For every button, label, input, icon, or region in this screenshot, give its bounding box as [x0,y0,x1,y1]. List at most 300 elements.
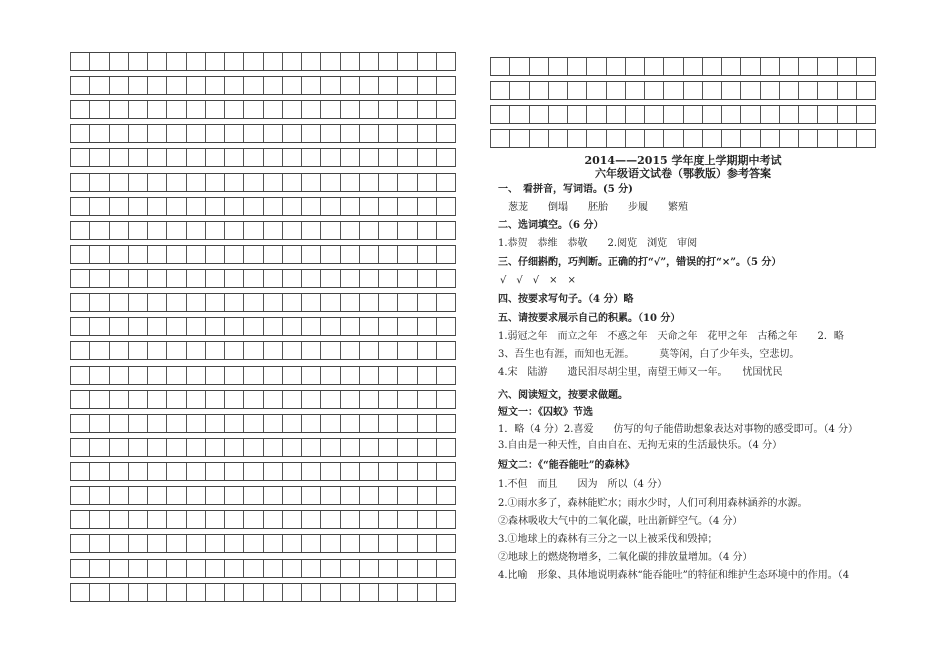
grid-cell[interactable] [302,198,321,215]
grid-cell[interactable] [206,487,225,504]
grid-cell[interactable] [187,560,206,577]
grid-cell[interactable] [341,149,360,166]
grid-cell[interactable] [302,463,321,480]
grid-cell[interactable] [129,77,148,94]
grid-cell[interactable] [283,222,302,239]
grid-cell[interactable] [129,342,148,359]
grid-cell[interactable] [90,198,109,215]
grid-cell[interactable] [302,511,321,528]
grid-cell[interactable] [761,82,780,99]
grid-cell[interactable] [530,106,549,123]
grid-cell[interactable] [90,391,109,408]
grid-cell[interactable] [360,391,379,408]
grid-cell[interactable] [264,246,283,263]
grid-cell[interactable] [398,487,417,504]
grid-cell[interactable] [187,198,206,215]
grid-cell[interactable] [302,415,321,432]
grid-cell[interactable] [703,130,722,147]
grid-cell[interactable] [418,294,437,311]
grid-cell[interactable] [206,270,225,287]
grid-cell[interactable] [437,535,455,552]
grid-cell[interactable] [225,367,244,384]
grid-cell[interactable] [341,584,360,601]
grid-cell[interactable] [264,53,283,70]
grid-cell[interactable] [780,58,799,75]
grid-cell[interactable] [71,270,90,287]
grid-cell[interactable] [398,77,417,94]
grid-cell[interactable] [264,101,283,118]
grid-cell[interactable] [283,584,302,601]
grid-cell[interactable] [379,439,398,456]
grid-cell[interactable] [244,463,263,480]
grid-cell[interactable] [321,535,340,552]
grid-cell[interactable] [437,270,455,287]
grid-cell[interactable] [244,318,263,335]
grid-cell[interactable] [626,82,645,99]
grid-cell[interactable] [437,198,455,215]
grid-cell[interactable] [341,198,360,215]
grid-cell[interactable] [626,130,645,147]
grid-cell[interactable] [761,106,780,123]
grid-cell[interactable] [167,367,186,384]
grid-cell[interactable] [206,415,225,432]
grid-cell[interactable] [264,391,283,408]
grid-cell[interactable] [129,198,148,215]
grid-cell[interactable] [341,174,360,191]
grid-cell[interactable] [626,106,645,123]
grid-cell[interactable] [90,101,109,118]
grid-cell[interactable] [437,101,455,118]
grid-cell[interactable] [437,439,455,456]
grid-cell[interactable] [418,367,437,384]
grid-cell[interactable] [148,487,167,504]
grid-cell[interactable] [167,511,186,528]
grid-cell[interactable] [90,367,109,384]
grid-cell[interactable] [549,82,568,99]
grid-cell[interactable] [90,439,109,456]
grid-cell[interactable] [664,82,683,99]
grid-cell[interactable] [71,149,90,166]
grid-cell[interactable] [664,58,683,75]
grid-cell[interactable] [818,130,837,147]
grid-cell[interactable] [71,487,90,504]
grid-cell[interactable] [398,101,417,118]
grid-cell[interactable] [264,463,283,480]
grid-cell[interactable] [167,391,186,408]
grid-cell[interactable] [283,463,302,480]
grid-cell[interactable] [110,535,129,552]
grid-cell[interactable] [341,125,360,142]
grid-cell[interactable] [418,174,437,191]
grid-cell[interactable] [341,222,360,239]
grid-cell[interactable] [607,106,626,123]
grid-cell[interactable] [167,535,186,552]
grid-cell[interactable] [645,82,664,99]
grid-cell[interactable] [341,270,360,287]
grid-cell[interactable] [264,560,283,577]
grid-cell[interactable] [398,391,417,408]
grid-cell[interactable] [90,77,109,94]
grid-cell[interactable] [187,318,206,335]
grid-cell[interactable] [71,318,90,335]
grid-cell[interactable] [341,439,360,456]
grid-cell[interactable] [244,53,263,70]
grid-cell[interactable] [206,439,225,456]
grid-cell[interactable] [206,463,225,480]
grid-cell[interactable] [398,318,417,335]
grid-cell[interactable] [187,125,206,142]
grid-cell[interactable] [129,125,148,142]
grid-cell[interactable] [838,82,857,99]
grid-cell[interactable] [167,487,186,504]
grid-cell[interactable] [244,584,263,601]
grid-cell[interactable] [741,58,760,75]
grid-cell[interactable] [244,367,263,384]
grid-cell[interactable] [321,246,340,263]
grid-cell[interactable] [398,198,417,215]
grid-cell[interactable] [167,560,186,577]
grid-cell[interactable] [341,535,360,552]
grid-cell[interactable] [71,367,90,384]
grid-cell[interactable] [341,246,360,263]
grid-cell[interactable] [418,439,437,456]
grid-cell[interactable] [838,106,857,123]
grid-cell[interactable] [148,367,167,384]
grid-cell[interactable] [264,198,283,215]
grid-cell[interactable] [90,149,109,166]
grid-cell[interactable] [510,58,529,75]
grid-cell[interactable] [379,560,398,577]
grid-cell[interactable] [71,535,90,552]
grid-cell[interactable] [148,560,167,577]
grid-cell[interactable] [264,415,283,432]
grid-cell[interactable] [148,511,167,528]
grid-cell[interactable] [90,584,109,601]
grid-cell[interactable] [187,391,206,408]
grid-cell[interactable] [418,246,437,263]
grid-cell[interactable] [206,535,225,552]
grid-cell[interactable] [437,77,455,94]
grid-cell[interactable] [437,415,455,432]
grid-cell[interactable] [321,222,340,239]
grid-cell[interactable] [225,439,244,456]
grid-cell[interactable] [360,149,379,166]
grid-cell[interactable] [225,125,244,142]
grid-cell[interactable] [167,222,186,239]
grid-cell[interactable] [148,584,167,601]
grid-cell[interactable] [71,415,90,432]
grid-cell[interactable] [129,149,148,166]
grid-cell[interactable] [148,101,167,118]
grid-cell[interactable] [206,342,225,359]
grid-cell[interactable] [110,101,129,118]
grid-cell[interactable] [225,584,244,601]
grid-cell[interactable] [167,77,186,94]
grid-cell[interactable] [302,367,321,384]
grid-cell[interactable] [244,487,263,504]
grid-cell[interactable] [129,439,148,456]
grid-cell[interactable] [645,58,664,75]
grid-cell[interactable] [491,130,510,147]
grid-cell[interactable] [360,270,379,287]
grid-cell[interactable] [187,511,206,528]
grid-cell[interactable] [437,560,455,577]
grid-cell[interactable] [302,560,321,577]
grid-cell[interactable] [110,198,129,215]
grid-cell[interactable] [110,77,129,94]
grid-cell[interactable] [148,77,167,94]
grid-cell[interactable] [302,149,321,166]
grid-cell[interactable] [741,130,760,147]
grid-cell[interactable] [607,58,626,75]
grid-cell[interactable] [187,270,206,287]
grid-cell[interactable] [187,463,206,480]
grid-cell[interactable] [302,294,321,311]
grid-cell[interactable] [264,439,283,456]
grid-cell[interactable] [148,294,167,311]
grid-cell[interactable] [379,487,398,504]
grid-cell[interactable] [206,198,225,215]
grid-cell[interactable] [110,415,129,432]
grid-cell[interactable] [398,439,417,456]
grid-cell[interactable] [71,439,90,456]
grid-cell[interactable] [321,294,340,311]
grid-cell[interactable] [321,391,340,408]
grid-cell[interactable] [398,53,417,70]
grid-cell[interactable] [129,391,148,408]
grid-cell[interactable] [283,149,302,166]
grid-cell[interactable] [187,415,206,432]
grid-cell[interactable] [225,511,244,528]
grid-cell[interactable] [167,342,186,359]
grid-cell[interactable] [818,82,837,99]
grid-cell[interactable] [510,130,529,147]
grid-cell[interactable] [321,125,340,142]
grid-cell[interactable] [187,149,206,166]
grid-cell[interactable] [437,367,455,384]
grid-cell[interactable] [321,174,340,191]
grid-cell[interactable] [129,101,148,118]
grid-cell[interactable] [206,53,225,70]
grid-cell[interactable] [148,391,167,408]
grid-cell[interactable] [167,463,186,480]
grid-cell[interactable] [321,342,340,359]
grid-cell[interactable] [838,58,857,75]
grid-cell[interactable] [244,125,263,142]
grid-cell[interactable] [244,415,263,432]
grid-cell[interactable] [283,487,302,504]
grid-cell[interactable] [321,198,340,215]
grid-cell[interactable] [225,174,244,191]
grid-cell[interactable] [110,149,129,166]
grid-cell[interactable] [244,174,263,191]
grid-cell[interactable] [398,535,417,552]
grid-cell[interactable] [148,149,167,166]
grid-cell[interactable] [549,58,568,75]
grid-cell[interactable] [398,222,417,239]
grid-cell[interactable] [129,560,148,577]
grid-cell[interactable] [857,130,875,147]
grid-cell[interactable] [225,318,244,335]
grid-cell[interactable] [491,82,510,99]
grid-cell[interactable] [491,58,510,75]
grid-cell[interactable] [302,125,321,142]
grid-cell[interactable] [321,415,340,432]
grid-cell[interactable] [225,415,244,432]
grid-cell[interactable] [379,198,398,215]
grid-cell[interactable] [244,560,263,577]
grid-cell[interactable] [341,77,360,94]
grid-cell[interactable] [379,294,398,311]
grid-cell[interactable] [90,535,109,552]
grid-cell[interactable] [360,246,379,263]
grid-cell[interactable] [684,130,703,147]
grid-cell[interactable] [341,487,360,504]
grid-cell[interactable] [799,58,818,75]
grid-cell[interactable] [129,463,148,480]
grid-cell[interactable] [264,125,283,142]
grid-cell[interactable] [225,149,244,166]
grid-cell[interactable] [244,342,263,359]
grid-cell[interactable] [90,222,109,239]
grid-cell[interactable] [321,318,340,335]
grid-cell[interactable] [206,246,225,263]
grid-cell[interactable] [398,584,417,601]
grid-cell[interactable] [360,125,379,142]
grid-cell[interactable] [148,125,167,142]
grid-cell[interactable] [90,318,109,335]
grid-cell[interactable] [167,53,186,70]
grid-cell[interactable] [418,535,437,552]
grid-cell[interactable] [360,560,379,577]
grid-cell[interactable] [129,584,148,601]
grid-cell[interactable] [437,511,455,528]
grid-cell[interactable] [437,584,455,601]
grid-cell[interactable] [799,82,818,99]
grid-cell[interactable] [780,82,799,99]
grid-cell[interactable] [530,82,549,99]
grid-cell[interactable] [360,101,379,118]
grid-cell[interactable] [244,535,263,552]
grid-cell[interactable] [167,415,186,432]
grid-cell[interactable] [418,270,437,287]
grid-cell[interactable] [321,511,340,528]
grid-cell[interactable] [302,535,321,552]
grid-cell[interactable] [71,101,90,118]
grid-cell[interactable] [148,342,167,359]
grid-cell[interactable] [379,511,398,528]
grid-cell[interactable] [244,198,263,215]
grid-cell[interactable] [437,246,455,263]
grid-cell[interactable] [90,53,109,70]
grid-cell[interactable] [645,130,664,147]
grid-cell[interactable] [110,511,129,528]
grid-cell[interactable] [283,439,302,456]
grid-cell[interactable] [818,58,837,75]
grid-cell[interactable] [71,294,90,311]
grid-cell[interactable] [187,342,206,359]
grid-cell[interactable] [379,246,398,263]
grid-cell[interactable] [398,560,417,577]
grid-cell[interactable] [148,535,167,552]
grid-cell[interactable] [302,270,321,287]
grid-cell[interactable] [225,294,244,311]
grid-cell[interactable] [418,415,437,432]
grid-cell[interactable] [360,463,379,480]
grid-cell[interactable] [167,174,186,191]
grid-cell[interactable] [437,318,455,335]
grid-cell[interactable] [71,342,90,359]
grid-cell[interactable] [206,77,225,94]
grid-cell[interactable] [418,222,437,239]
grid-cell[interactable] [741,106,760,123]
grid-cell[interactable] [110,53,129,70]
grid-cell[interactable] [321,270,340,287]
grid-cell[interactable] [167,294,186,311]
grid-cell[interactable] [341,391,360,408]
grid-cell[interactable] [225,77,244,94]
grid-cell[interactable] [379,463,398,480]
grid-cell[interactable] [437,53,455,70]
grid-cell[interactable] [587,106,606,123]
grid-cell[interactable] [71,391,90,408]
grid-cell[interactable] [187,487,206,504]
grid-cell[interactable] [110,294,129,311]
grid-cell[interactable] [90,342,109,359]
grid-cell[interactable] [225,463,244,480]
grid-cell[interactable] [129,222,148,239]
grid-cell[interactable] [283,318,302,335]
grid-cell[interactable] [264,77,283,94]
grid-cell[interactable] [283,511,302,528]
grid-cell[interactable] [264,294,283,311]
grid-cell[interactable] [206,125,225,142]
grid-cell[interactable] [148,270,167,287]
grid-cell[interactable] [437,125,455,142]
grid-cell[interactable] [206,294,225,311]
grid-cell[interactable] [360,487,379,504]
grid-cell[interactable] [110,125,129,142]
grid-cell[interactable] [129,367,148,384]
grid-cell[interactable] [244,391,263,408]
grid-cell[interactable] [418,391,437,408]
grid-cell[interactable] [418,342,437,359]
grid-cell[interactable] [360,511,379,528]
grid-cell[interactable] [664,106,683,123]
grid-cell[interactable] [110,367,129,384]
grid-cell[interactable] [398,511,417,528]
grid-cell[interactable] [302,391,321,408]
grid-cell[interactable] [90,511,109,528]
grid-cell[interactable] [418,560,437,577]
grid-cell[interactable] [341,53,360,70]
grid-cell[interactable] [379,222,398,239]
grid-cell[interactable] [857,106,875,123]
grid-cell[interactable] [244,511,263,528]
grid-cell[interactable] [360,77,379,94]
grid-cell[interactable] [398,415,417,432]
grid-cell[interactable] [360,439,379,456]
grid-cell[interactable] [167,198,186,215]
grid-cell[interactable] [302,439,321,456]
grid-cell[interactable] [90,246,109,263]
grid-cell[interactable] [283,77,302,94]
grid-cell[interactable] [360,53,379,70]
grid-cell[interactable] [379,342,398,359]
grid-cell[interactable] [722,82,741,99]
grid-cell[interactable] [225,391,244,408]
grid-cell[interactable] [418,198,437,215]
